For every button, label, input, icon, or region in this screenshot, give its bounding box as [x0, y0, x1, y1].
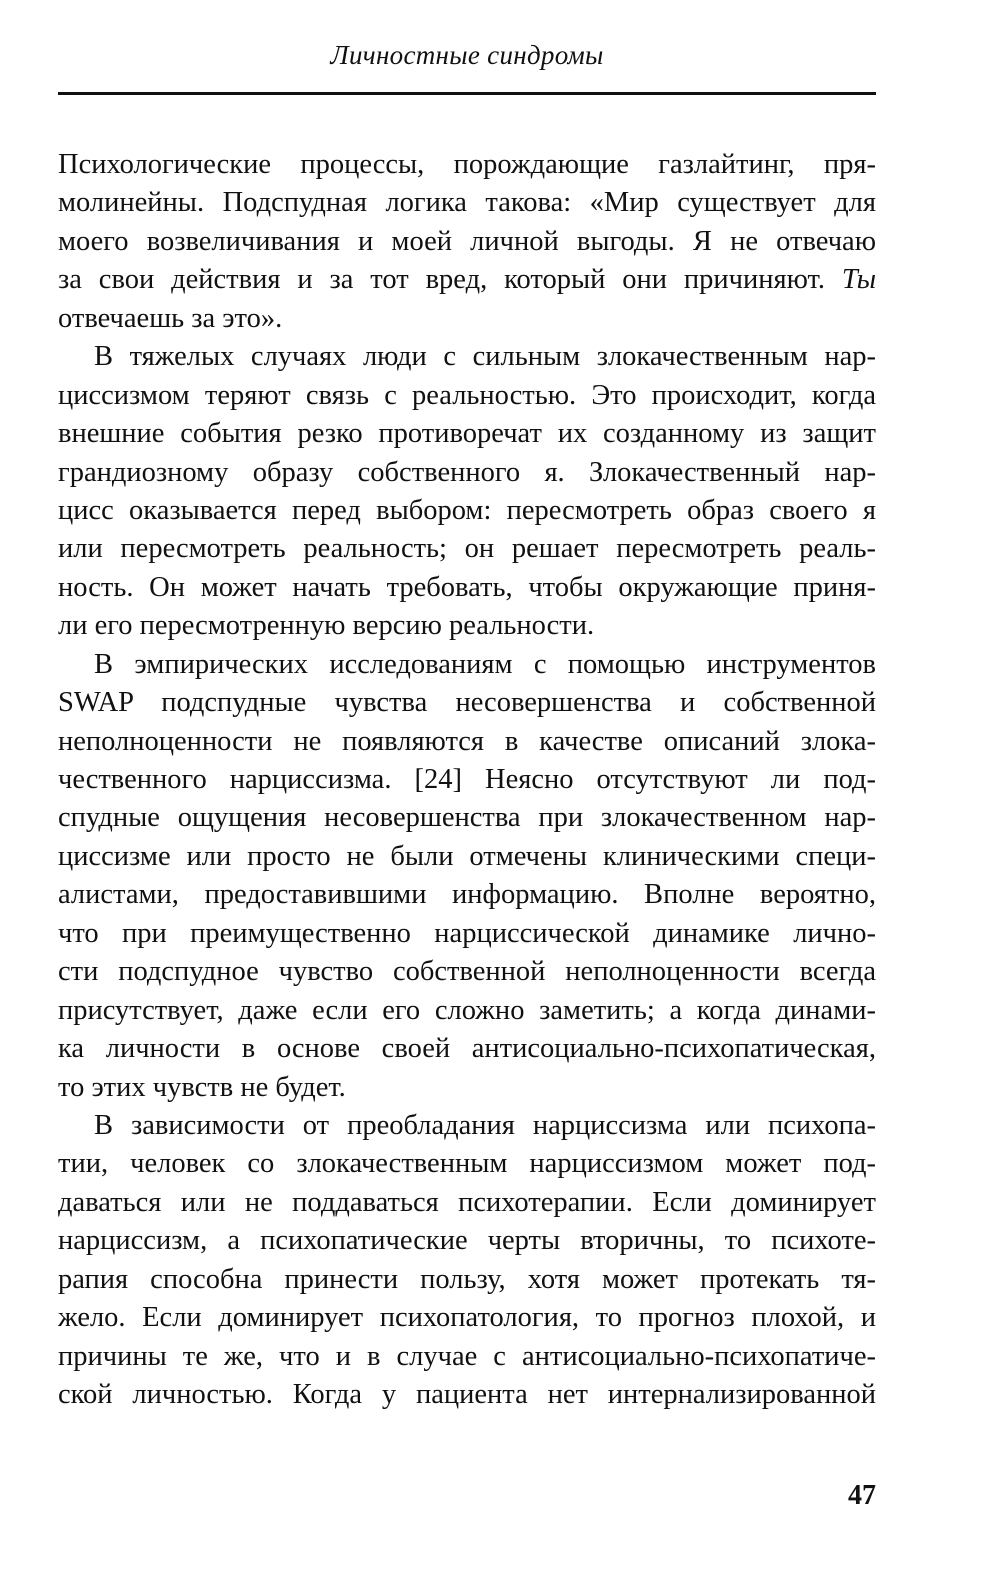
text-line: то этих чувств не будет. — [58, 1071, 346, 1103]
text-line: внешние события резко противоречат их созданному из защит — [58, 418, 876, 450]
text-line: причины те же, что и в случае с антисоциально-психопатиче- — [58, 1340, 876, 1372]
text-line: циссизмом теряют связь с реальностью. Это происходит, когда — [58, 379, 876, 411]
emphasis-word: Ты — [841, 264, 876, 296]
text-line: сти подспудное чувство собственной неполноценности всегда — [58, 956, 876, 988]
text-line — [58, 261, 876, 299]
text-line: даваться или не поддаваться психотерапии. Если доминирует — [58, 1186, 876, 1218]
page-number: 47 — [848, 1480, 876, 1511]
text-line: спудные ощущения несовершенства при злокачественном нар- — [58, 802, 876, 834]
text-line: В эмпирических исследованиям с помощью инструментов — [94, 648, 876, 680]
text-segment: за свои действия и за тот вред, который они причиняют. — [58, 264, 825, 296]
text-line: чественного нарциссизма. [24] Неясно отсутствуют ли под- — [58, 764, 876, 795]
text-line: что при преимущественно нарциссической динамике лично- — [58, 917, 876, 949]
running-head: Личностные синдромы — [330, 40, 604, 70]
text-line: тии, человек со злокачественным нарциссизмом может под- — [58, 1148, 876, 1180]
text-line: рапия способна принести пользу, хотя может протекать тя- — [58, 1263, 876, 1295]
header-rule — [58, 92, 876, 95]
text-line: неполноценности не появляются в качестве описаний злока- — [58, 725, 876, 757]
text-line: молинейны. Подспудная логика такова: «Мир существует для — [58, 187, 876, 219]
body-text — [58, 146, 876, 1414]
text-line: цисс оказывается перед выбором: пересмотреть образ своего я — [58, 494, 876, 526]
text-line: грандиозному образу собственного я. Злокачественный нар- — [58, 456, 876, 488]
text-line: ность. Он может начать требовать, чтобы окружающие приня- — [58, 571, 876, 603]
text-line: Психологические процессы, порождающие газлайтинг, пря- — [58, 149, 876, 180]
text-line: присутствует, даже если его сложно заметить; а когда динами- — [58, 994, 876, 1026]
text-line: отвечаешь за это». — [58, 302, 283, 334]
text-line: жело. Если доминирует психопатология, то прогноз плохой, и — [58, 1302, 876, 1334]
text-line: ка личности в основе своей антисоциально-психопатическая, — [58, 1033, 876, 1065]
text-line: моего возвеличивания и моей личной выгоды. Я не отвечаю — [58, 225, 876, 257]
text-line: ли его пересмотренную версию реальности. — [58, 610, 595, 642]
text-line: циссизме или просто не были отмечены клиническими специ- — [58, 840, 876, 872]
text-line: SWAP подспудные чувства несовершенства и собственной — [58, 687, 876, 719]
text-line: алистами, предоставившими информацию. Вполне вероятно, — [58, 879, 876, 911]
text-line: В тяжелых случаях люди с сильным злокачественным нар- — [94, 341, 876, 373]
text-line: нарциссизм, а психопатические черты вторичны, то психоте- — [58, 1225, 876, 1257]
text-line: или пересмотреть реальность; он решает пересмотреть реаль- — [58, 533, 876, 565]
text-line: ской личностью. Когда у пациента нет интернализированной — [58, 1379, 876, 1410]
text-line: В зависимости от преобладания нарциссизма или психопа- — [94, 1109, 876, 1141]
